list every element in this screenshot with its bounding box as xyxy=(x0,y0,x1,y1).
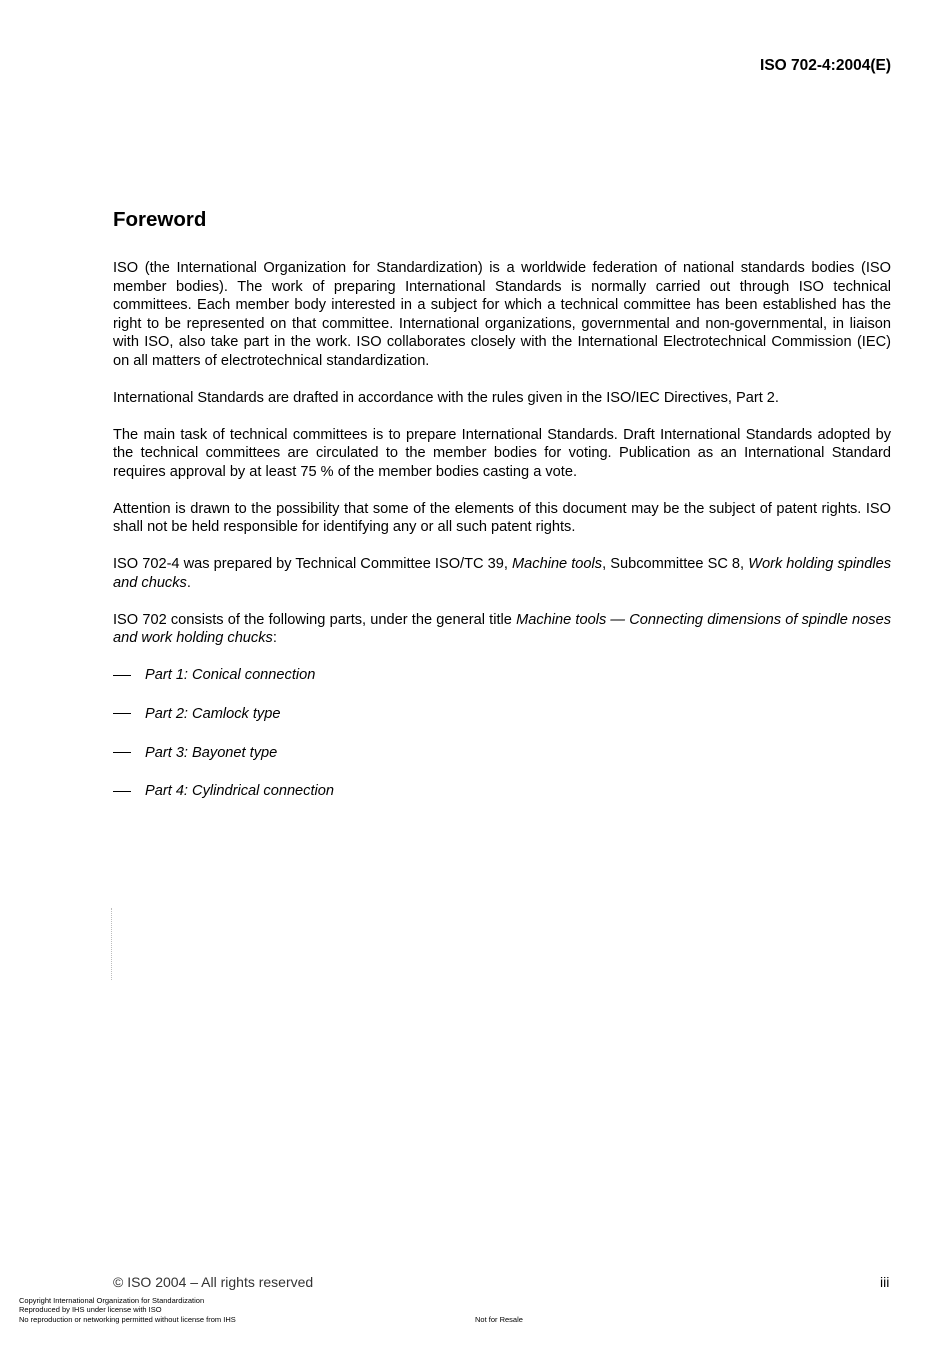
paragraph: International Standards are drafted in accordance with the rules given in the ISO/IEC Directives, Part 2. xyxy=(113,389,779,406)
not-for-resale: Not for Resale xyxy=(475,1315,523,1324)
text: ISO 702 consists of the following parts, under the general title xyxy=(113,611,517,628)
general-title: Machine tools — Connecting dimensions of spindle noses and work holding chucks xyxy=(113,611,891,646)
paragraph xyxy=(113,555,891,592)
copyright-footer: © ISO 2004 – All rights reserved xyxy=(113,1274,314,1290)
part-title: Part 2: Camlock type xyxy=(145,705,281,722)
paragraph: The main task of technical committees is to prepare International Standards. Draft International Standards adopted by the technical committees are circulated to the member bodies for voting. Publication as an International Standard requires approval by at least 75 % of the member bodies casting a vote. xyxy=(113,426,891,480)
part-title: Part 1: Conical connection xyxy=(145,667,316,683)
paragraph xyxy=(113,611,891,648)
dash-bullet xyxy=(113,744,145,763)
text: . xyxy=(186,574,191,591)
dash-bullet xyxy=(113,705,145,724)
text: : xyxy=(272,630,277,646)
list-item xyxy=(113,744,891,763)
dash-bullet xyxy=(113,666,145,685)
part-title: Part 4: Cylindrical connection xyxy=(145,783,334,800)
dash-bullet xyxy=(113,782,145,801)
section-title: Foreword xyxy=(113,208,207,231)
ihs-license-line: Reproduced by IHS under license with ISO xyxy=(19,1305,162,1314)
subcommittee-title: Work holding spindles and chucks xyxy=(113,556,891,591)
faint-margin-marks xyxy=(111,908,114,980)
foreword-body xyxy=(113,259,891,821)
ihs-restriction-line: No reproduction or networking permitted without license from IHS xyxy=(19,1315,236,1324)
paragraph: ISO (the International Organization for Standardization) is a worldwide federation of national standards bodies (ISO member bodies). The work of preparing International Standards is normally carried out through ISO technical committees. Each member body interested in a subject for which a technical committee has been established has the right to be represented on that committee. International organizations, governmental and non-governmental, in liaison with ISO, also take part in the work. ISO collaborates closely with the International Electrotechnical Commission (IEC) on all matters of electrotechnical standardization. xyxy=(113,260,891,369)
text: ISO 702-4 was prepared by Technical Committee ISO/TC 39, xyxy=(113,556,513,572)
document-id-header: ISO 702-4:2004(E) xyxy=(760,57,891,74)
ihs-copyright-line: Copyright International Organization for Standardization xyxy=(19,1296,205,1305)
list-item xyxy=(113,705,891,724)
part-title: Part 3: Bayonet type xyxy=(145,744,278,761)
list-item xyxy=(113,666,891,685)
committee-title: Machine tools xyxy=(512,556,603,572)
list-item xyxy=(113,782,891,801)
paragraph: Attention is drawn to the possibility that some of the elements of this document may be the subject of patent rights. ISO shall not be held responsible for identifying any or all such patent rights. xyxy=(113,500,891,535)
text: , Subcommittee SC 8, xyxy=(602,556,749,572)
page-number: iii xyxy=(880,1274,890,1290)
